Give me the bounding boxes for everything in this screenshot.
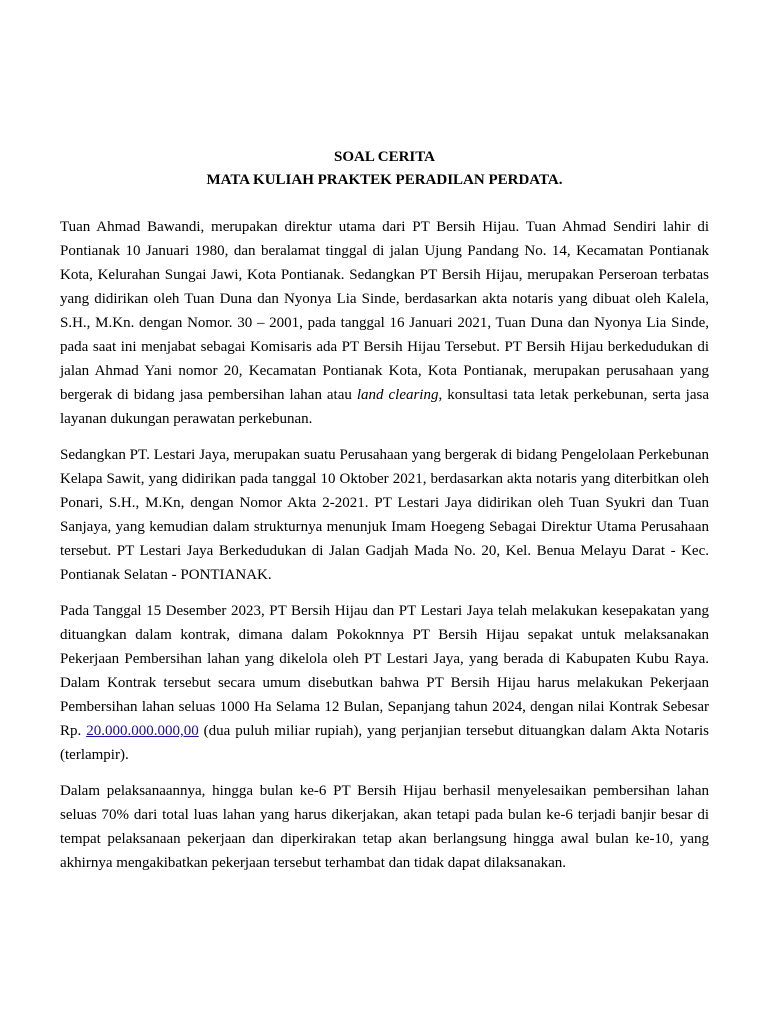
document-title [60, 146, 709, 192]
paragraph-4: Dalam pelaksanaannya, hingga bulan ke-6 PT Bersih Hijau berhasil menyelesaikan pembersihan lahan seluas 70% dari total luas lahan yang harus dikerjakan, akan tetapi pada bulan ke-6 terjadi banjir besar di tempat pelaksanaan pekerjaan dan diperkirakan tetap akan berlangsung hingga awal bulan ke-10, yang akhirnya mengakibatkan pekerjaan tersebut terhambat dan tidak dapat dilaksanakan. [60, 783, 709, 871]
paragraph-3-text-b: (dua puluh miliar rupiah), yang perjanjian tersebut dituangkan dalam Akta Notaris (terlampir). [60, 723, 709, 763]
title-line-1: SOAL CERITA [333, 149, 435, 165]
paragraph-1-italic-term: land clearing [356, 387, 439, 403]
paragraph-1-text-b: , konsultasi tata letak perkebunan, serta jasa layanan dukungan perawatan perkebunan. [60, 387, 709, 427]
paragraph-1 [60, 215, 709, 431]
paragraph-1-text-a: Tuan Ahmad Bawandi, merupakan direktur utama dari PT Bersih Hijau. Tuan Ahmad Sendiri lahir di Pontianak 10 Januari 1980, dan beralamat tinggal di jalan Ujung Pandang No. 14, Kecamatan Pontianak Kota, Kelurahan Sungai Jawi, Kota Pontianak. Sedangkan PT Bersih Hijau, merupakan Perseroan terbatas yang didirikan oleh Tuan Duna dan Nyonya Lia Sinde, berdasarkan akta notaris yang dibuat oleh Kalela, S.H., M.Kn. dengan Nomor. 30 – 2001, pada tanggal 16 Januari 2021, Tuan Duna dan Nyonya Lia Sinde, pada saat ini menjabat sebagai Komisaris ada PT Bersih Hijau Tersebut. PT Bersih Hijau berkedudukan di jalan Ahmad Yani nomor 20, Kecamatan Pontianak Kota, Kota Pontianak, merupakan perusahaan yang bergerak di bidang jasa pembersihan lahan atau [60, 219, 709, 403]
paragraph-3 [60, 599, 709, 767]
contract-value-link[interactable]: 20.000.000.000,00 [86, 723, 199, 739]
paragraph-3-text-a: Pada Tanggal 15 Desember 2023, PT Bersih Hijau dan PT Lestari Jaya telah melakukan kesepakatan yang dituangkan dalam kontrak, dimana dalam Pokoknnya PT Bersih Hijau sepakat untuk melaksanakan Pekerjaan Pembersihan lahan yang dikelola oleh PT Lestari Jaya, yang berada di Kabupaten Kubu Raya. Dalam Kontrak tersebut secara umum disebutkan bahwa PT Bersih Hijau harus melakukan Pekerjaan Pembersihan lahan seluas 1000 Ha Selama 12 Bulan, Sepanjang tahun 2024, dengan nilai Kontrak Sebesar Rp. [60, 603, 709, 739]
document-page [60, 146, 709, 887]
title-line-2: MATA KULIAH PRAKTEK PERADILAN PERDATA. [206, 172, 563, 188]
paragraph-2: Sedangkan PT. Lestari Jaya, merupakan suatu Perusahaan yang bergerak di bidang Pengelolaan Perkebunan Kelapa Sawit, yang didirikan pada tanggal 10 Oktober 2021, berdasarkan akta notaris yang diterbitkan oleh Ponari, S.H., M.Kn, dengan Nomor Akta 2-2021. PT Lestari Jaya didirikan oleh Tuan Syukri dan Tuan Sanjaya, yang kemudian dalam strukturnya menunjuk Imam Hoegeng Sebagai Direktur Utama Perusahaan tersebut. PT Lestari Jaya Berkedudukan di Jalan Gadjah Mada No. 20, Kel. Benua Melayu Darat - Kec. Pontianak Selatan - PONTIANAK. [60, 447, 709, 583]
